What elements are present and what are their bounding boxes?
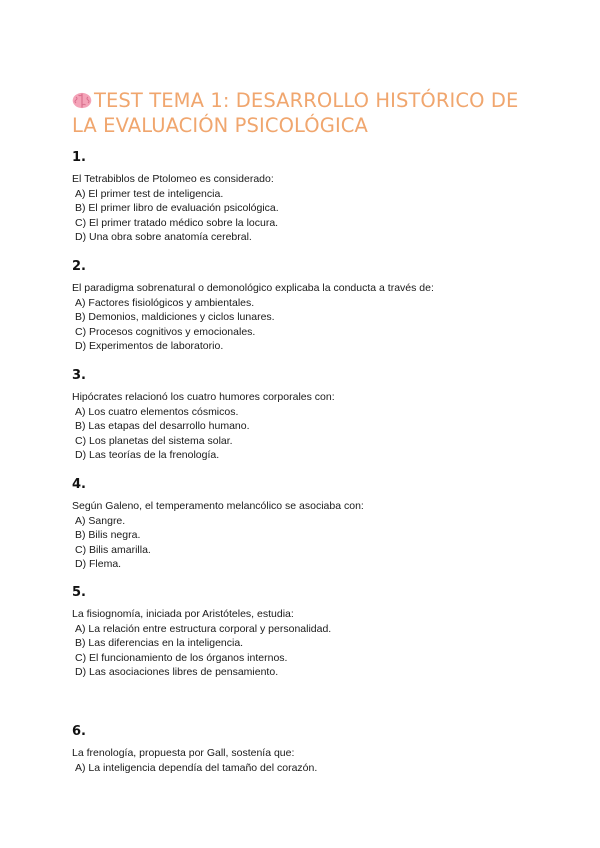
question-2 [72, 259, 542, 354]
option-list [72, 622, 542, 680]
option-list [72, 405, 542, 463]
option-b: B) El primer libro de evaluación psicológica. [75, 202, 279, 214]
question-5 [72, 585, 542, 680]
document-title-text: TEST TEMA 1: DESARROLLO HISTÓRICO DE LA EVALUACIÓN PSICOLÓGICA [72, 89, 519, 137]
option-d: D) Experimentos de laboratorio. [75, 340, 224, 352]
question-number: 6. [72, 724, 86, 739]
option-a: A) Factores fisiológicos y ambientales. [75, 296, 255, 309]
option-list [72, 296, 542, 354]
option-b: B) Bilis negra. [75, 529, 141, 541]
option-list [72, 187, 542, 245]
question-number: 4. [72, 477, 86, 492]
question-number: 2. [72, 259, 86, 274]
question-6 [72, 724, 542, 775]
question-text: La fisiognomía, iniciada por Aristóteles, estudia: [72, 608, 294, 620]
option-d: D) Las teorías de la frenología. [75, 449, 220, 461]
option-d: D) Una obra sobre anatomía cerebral. [75, 231, 252, 243]
option-d: D) Flema. [75, 558, 122, 570]
option-b: B) Demonios, maldiciones y ciclos lunares. [75, 311, 275, 323]
option-c: C) Los planetas del sistema solar. [75, 434, 233, 447]
option-a: A) La inteligencia dependía del tamaño del corazón. [75, 761, 318, 774]
question-text: Según Galeno, el temperamento melancólico se asociaba con: [72, 500, 364, 512]
question-number: 5. [72, 585, 86, 600]
question-4 [72, 477, 542, 572]
option-a: A) La relación entre estructura corporal y personalidad. [75, 622, 332, 635]
option-c: C) Procesos cognitivos y emocionales. [75, 325, 256, 338]
document-title [72, 88, 542, 138]
question-1 [72, 150, 542, 245]
option-a: A) Sangre. [75, 514, 126, 527]
question-text: El paradigma sobrenatural o demonológico explicaba la conducta a través de: [72, 282, 434, 294]
question-text: El Tetrabiblos de Ptolomeo es considerado: [72, 173, 274, 185]
option-a: A) El primer test de inteligencia. [75, 187, 224, 200]
option-list [72, 514, 542, 572]
option-b: B) Las diferencias en la inteligencia. [75, 637, 244, 649]
option-c: C) Bilis amarilla. [75, 543, 151, 556]
option-list [72, 761, 542, 776]
question-text: Hipócrates relacionó los cuatro humores corporales con: [72, 391, 335, 403]
option-c: C) El funcionamiento de los órganos internos. [75, 651, 288, 664]
question-number: 1. [72, 150, 86, 165]
option-b: B) Las etapas del desarrollo humano. [75, 420, 250, 432]
question-number: 3. [72, 368, 86, 383]
question-3 [72, 368, 542, 463]
option-a: A) Los cuatro elementos cósmicos. [75, 405, 239, 418]
brain-icon [72, 92, 92, 109]
question-text: La frenología, propuesta por Gall, sostenía que: [72, 747, 295, 759]
option-c: C) El primer tratado médico sobre la locura. [75, 216, 279, 229]
option-d: D) Las asociaciones libres de pensamiento. [75, 666, 279, 678]
